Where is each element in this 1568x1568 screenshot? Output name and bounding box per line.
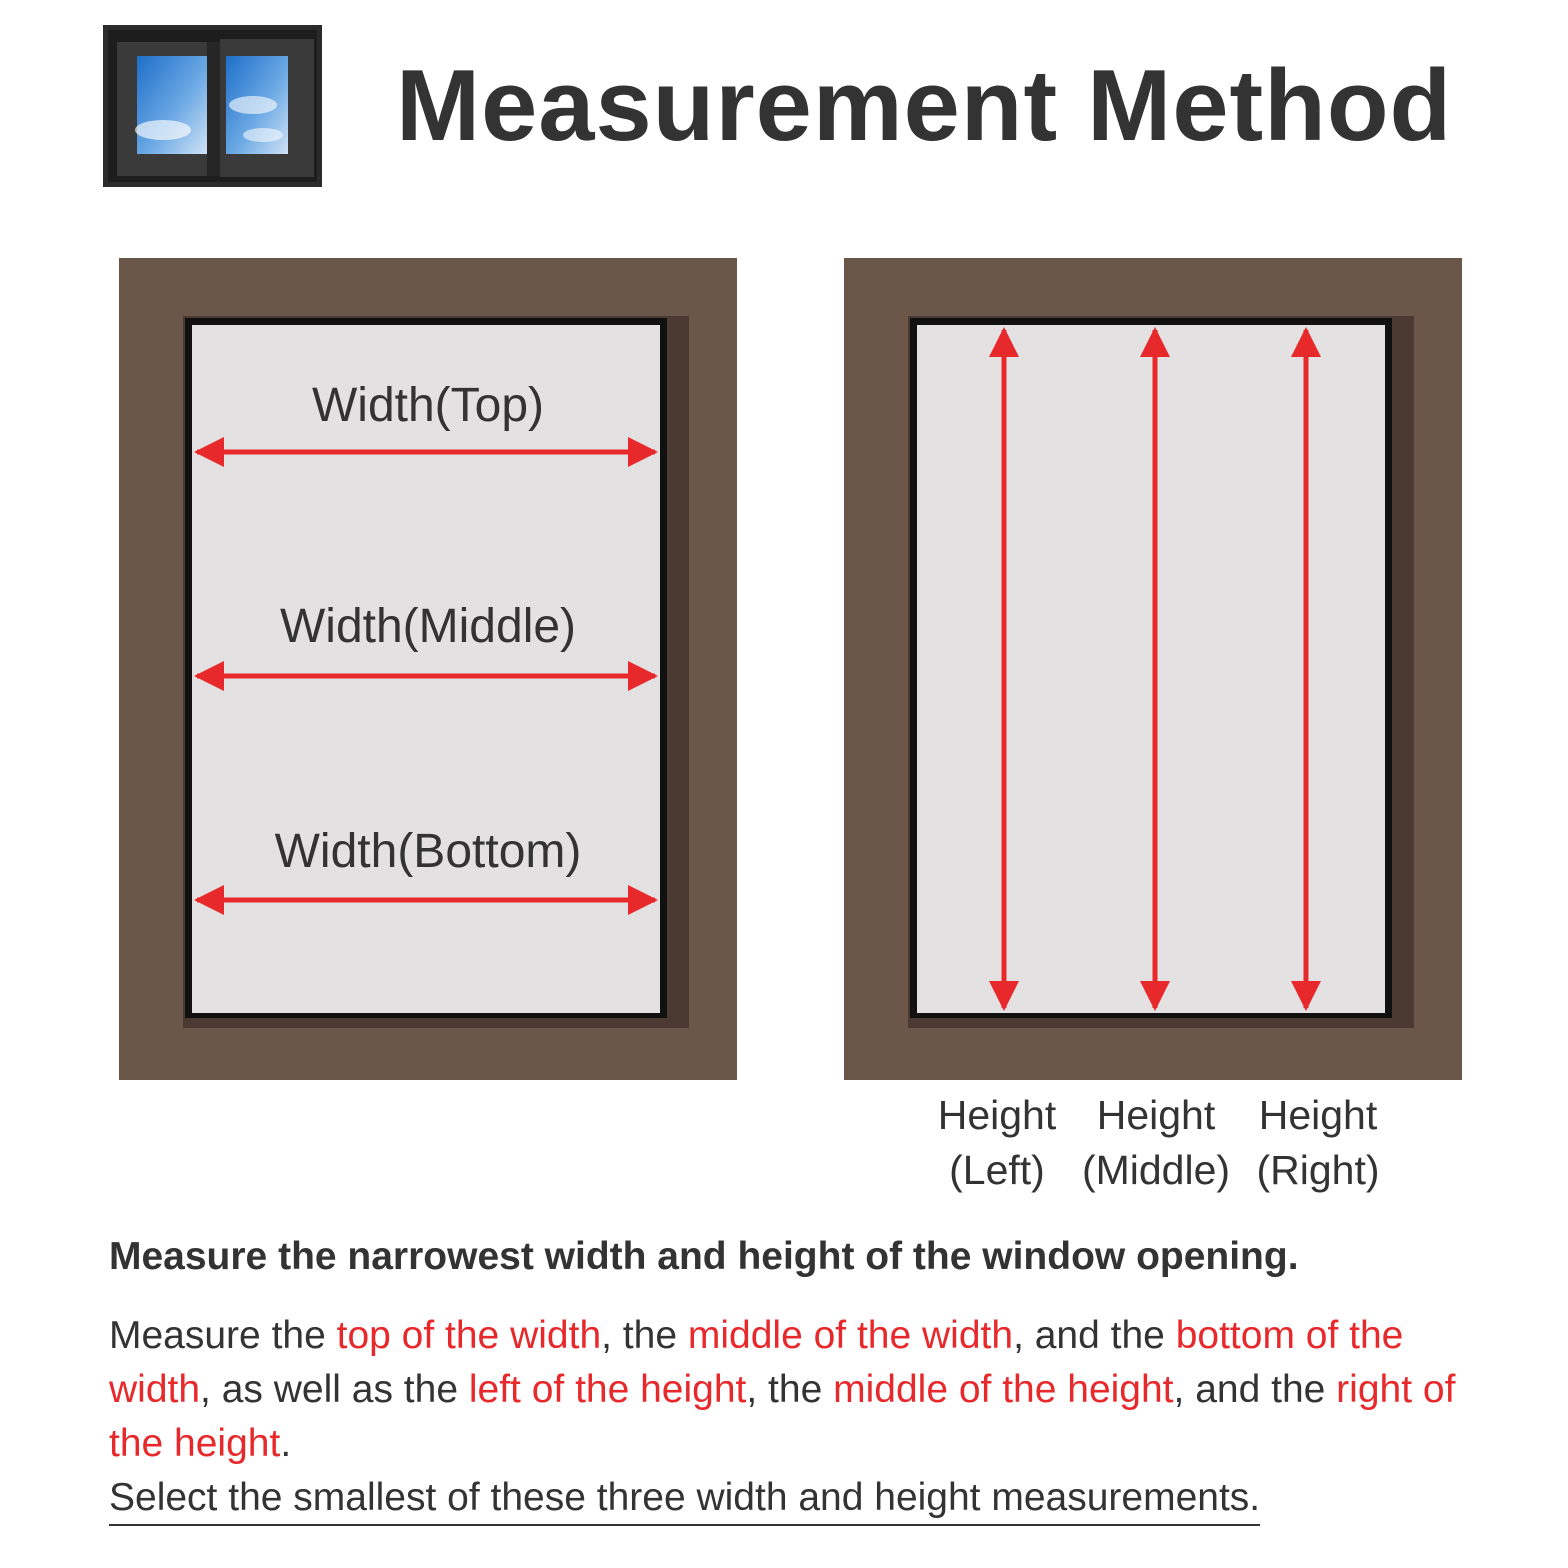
select-instruction: Select the smallest of these three width and height measurements. — [109, 1472, 1260, 1526]
width-top-label: Width(Top) — [311, 379, 545, 432]
height-right-label: Height (Right) — [1256, 1092, 1380, 1193]
instruction-paragraph: Measure the top of the width, the middle of the width, and the bottom of the width, as well as the left of the height, the middle of the height, and the right of the height. — [109, 1314, 1456, 1465]
sliding-window-icon — [103, 25, 322, 187]
height-diagram — [844, 258, 1462, 1080]
width-bottom-label: Width(Bottom) — [274, 825, 582, 878]
width-middle-label: Width(Middle) — [279, 600, 577, 653]
height-left-label: Height (Left) — [937, 1092, 1057, 1193]
instruction-heading: Measure the narrowest width and height of the window opening. — [109, 1235, 1299, 1278]
height-middle-label: Height (Middle) — [1081, 1092, 1231, 1193]
window-pane — [917, 325, 1385, 1013]
page-title: Measurement Method — [396, 50, 1453, 162]
